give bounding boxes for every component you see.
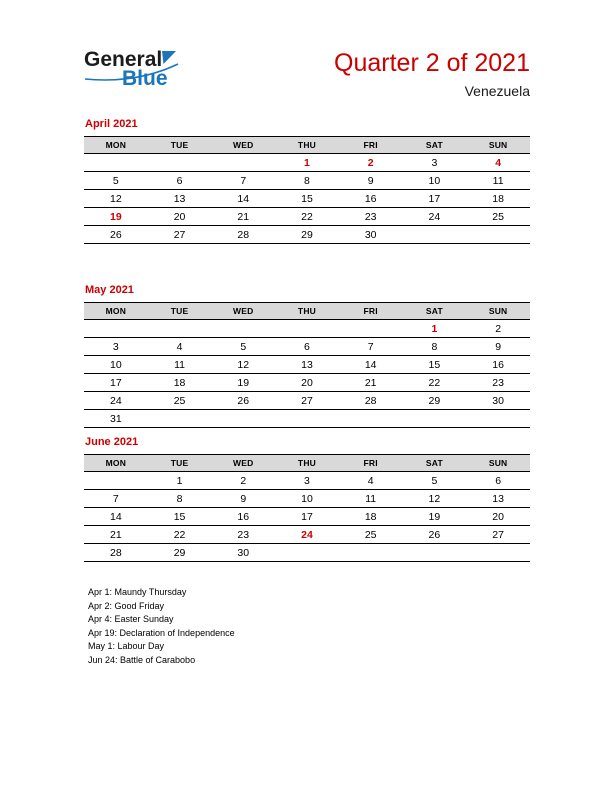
empty-day-cell: [466, 544, 530, 562]
weekday-header: FRI: [339, 303, 403, 320]
day-cell: 14: [110, 510, 122, 523]
holiday-item: Apr 2: Good Friday: [88, 600, 165, 611]
months-container: [84, 118, 530, 578]
day-cell: 24: [428, 210, 441, 223]
empty-day-cell: [275, 544, 339, 562]
week-row: [84, 544, 530, 562]
day-cell: 28: [110, 546, 122, 559]
month-section: [84, 284, 530, 428]
weekday-header: FRI: [339, 137, 403, 154]
day-cell: 31: [110, 412, 122, 425]
week-row: [84, 472, 530, 490]
day-cell: 12: [237, 358, 250, 371]
day-cell: 1: [431, 322, 438, 335]
day-cell: 10: [110, 358, 122, 371]
empty-day-cell: [275, 320, 339, 338]
day-cell: 21: [364, 376, 377, 389]
weekday-header: WED: [211, 455, 275, 472]
day-cell: 13: [301, 358, 313, 371]
day-cell: 26: [428, 528, 441, 541]
holiday-item: Apr 4: Easter Sunday: [88, 614, 174, 625]
weekday-header: WED: [211, 137, 275, 154]
empty-day-cell: [403, 410, 467, 428]
weekday-header: SAT: [403, 137, 467, 154]
weekday-header: SUN: [466, 455, 530, 472]
week-row: [84, 190, 530, 208]
empty-day-cell: [211, 320, 275, 338]
day-cell: 23: [237, 528, 250, 541]
day-cell: 23: [364, 210, 377, 223]
day-cell: 10: [301, 492, 313, 505]
day-cell: 26: [110, 228, 122, 241]
empty-day-cell: [466, 410, 530, 428]
day-cell: 25: [364, 528, 377, 541]
weekday-header: SAT: [403, 455, 467, 472]
empty-day-cell: [148, 154, 212, 172]
day-cell: 29: [173, 546, 186, 559]
month-title: May 2021: [85, 284, 134, 296]
day-cell: 1: [176, 474, 183, 487]
week-row: [84, 338, 530, 356]
day-cell: 19: [110, 210, 122, 223]
day-cell: 9: [495, 340, 502, 353]
holiday-list: [88, 586, 235, 668]
day-cell: 29: [428, 394, 441, 407]
weekday-header: THU: [275, 137, 339, 154]
day-cell: 14: [237, 192, 250, 205]
day-cell: 29: [301, 228, 313, 241]
day-cell: 12: [110, 192, 122, 205]
day-cell: 26: [237, 394, 250, 407]
day-cell: 6: [176, 174, 183, 187]
day-cell: 11: [174, 358, 185, 371]
month-section: [84, 118, 530, 244]
day-cell: 5: [240, 340, 247, 353]
day-cell: 24: [110, 394, 122, 407]
week-row: [84, 508, 530, 526]
day-cell: 6: [304, 340, 310, 353]
day-cell: 16: [492, 358, 504, 371]
weekday-header: SUN: [466, 303, 530, 320]
holiday-item: Apr 19: Declaration of Independence: [88, 627, 235, 638]
day-cell: 19: [237, 376, 250, 389]
day-cell: 30: [492, 394, 504, 407]
empty-day-cell: [84, 320, 148, 338]
month-section: [84, 436, 530, 562]
month-title: June 2021: [85, 436, 139, 448]
day-cell: 4: [176, 340, 183, 353]
country-subtitle: Venezuela: [464, 83, 530, 100]
empty-day-cell: [403, 544, 467, 562]
holiday-item: May 1: Labour Day: [88, 641, 165, 652]
weekday-header: MON: [84, 455, 148, 472]
calendar-table: [84, 454, 530, 562]
day-cell: 6: [495, 474, 502, 487]
day-cell: 2: [367, 156, 374, 169]
week-row: [84, 226, 530, 244]
day-cell: 14: [364, 358, 377, 371]
week-row: [84, 392, 530, 410]
week-row: [84, 410, 530, 428]
day-cell: 24: [301, 528, 313, 541]
week-row: [84, 208, 530, 226]
weekday-header: SUN: [466, 137, 530, 154]
day-cell: 7: [240, 174, 247, 187]
empty-day-cell: [211, 154, 275, 172]
empty-day-cell: [403, 226, 467, 244]
week-row: [84, 526, 530, 544]
weekday-header: TUE: [148, 455, 212, 472]
empty-day-cell: [84, 154, 148, 172]
day-cell: 28: [237, 228, 250, 241]
empty-day-cell: [466, 226, 530, 244]
day-cell: 10: [428, 174, 441, 187]
weekday-header: TUE: [148, 137, 212, 154]
day-cell: 8: [304, 174, 310, 187]
empty-day-cell: [148, 410, 212, 428]
day-cell: 30: [364, 228, 377, 241]
day-cell: 27: [492, 528, 504, 541]
day-cell: 15: [301, 192, 313, 205]
day-cell: 2: [495, 322, 502, 335]
day-cell: 20: [492, 510, 504, 523]
empty-day-cell: [211, 410, 275, 428]
weekday-header: WED: [211, 303, 275, 320]
weekday-header: FRI: [339, 455, 403, 472]
holiday-item: Apr 1: Maundy Thursday: [88, 587, 187, 597]
page-title: Quarter 2 of 2021: [334, 49, 530, 77]
weekday-header: THU: [275, 455, 339, 472]
day-cell: 21: [237, 210, 250, 223]
day-cell: 20: [301, 376, 313, 389]
day-cell: 25: [492, 210, 504, 223]
day-cell: 18: [492, 192, 504, 205]
day-cell: 1: [304, 156, 310, 169]
day-cell: 20: [173, 210, 186, 223]
day-cell: 30: [237, 546, 250, 559]
month-title: April 2021: [85, 118, 138, 130]
empty-day-cell: [339, 320, 403, 338]
day-cell: 16: [237, 510, 250, 523]
logo-text-general: General: [84, 48, 163, 71]
day-cell: 18: [364, 510, 377, 523]
day-cell: 18: [173, 376, 186, 389]
day-cell: 22: [301, 210, 313, 223]
weekday-header: TUE: [148, 303, 212, 320]
weekday-header-row: [84, 455, 530, 472]
day-cell: 28: [364, 394, 377, 407]
week-row: [84, 154, 530, 172]
day-cell: 4: [495, 156, 502, 169]
day-cell: 21: [110, 528, 122, 541]
day-cell: 9: [240, 492, 247, 505]
day-cell: 7: [367, 340, 374, 353]
calendar-table: [84, 302, 530, 428]
empty-day-cell: [339, 544, 403, 562]
calendar-table: [84, 136, 530, 244]
day-cell: 8: [431, 340, 438, 353]
empty-day-cell: [275, 410, 339, 428]
week-row: [84, 320, 530, 338]
weekday-header: SAT: [403, 303, 467, 320]
day-cell: 5: [112, 174, 119, 187]
logo-text-blue: Blue: [122, 67, 168, 90]
day-cell: 11: [365, 492, 377, 505]
day-cell: 3: [112, 340, 119, 353]
day-cell: 3: [304, 474, 310, 487]
holiday-item: Jun 24: Battle of Carabobo: [88, 654, 196, 665]
day-cell: 17: [301, 510, 313, 523]
day-cell: 25: [173, 394, 186, 407]
day-cell: 16: [364, 192, 377, 205]
day-cell: 17: [110, 376, 122, 389]
day-cell: 13: [492, 492, 504, 505]
day-cell: 15: [173, 510, 186, 523]
day-cell: 7: [112, 492, 119, 505]
day-cell: 12: [428, 492, 441, 505]
day-cell: 27: [173, 228, 186, 241]
weekday-header: MON: [84, 137, 148, 154]
week-row: [84, 374, 530, 392]
week-row: [84, 490, 530, 508]
title-block: [84, 50, 530, 99]
day-cell: 22: [428, 376, 441, 389]
weekday-header: THU: [275, 303, 339, 320]
week-row: [84, 172, 530, 190]
day-cell: 15: [428, 358, 441, 371]
day-cell: 23: [492, 376, 504, 389]
day-cell: 8: [176, 492, 183, 505]
day-cell: 11: [492, 174, 504, 187]
day-cell: 2: [240, 474, 247, 487]
day-cell: 22: [173, 528, 186, 541]
day-cell: 13: [173, 192, 186, 205]
day-cell: 17: [428, 192, 441, 205]
day-cell: 9: [367, 174, 374, 187]
weekday-header-row: [84, 303, 530, 320]
empty-day-cell: [84, 472, 148, 490]
empty-day-cell: [148, 320, 212, 338]
day-cell: 4: [367, 474, 374, 487]
week-row: [84, 356, 530, 374]
day-cell: 3: [431, 156, 438, 169]
weekday-header: MON: [84, 303, 148, 320]
day-cell: 27: [301, 394, 313, 407]
day-cell: 5: [431, 474, 438, 487]
day-cell: 19: [428, 510, 441, 523]
empty-day-cell: [339, 410, 403, 428]
weekday-header-row: [84, 137, 530, 154]
